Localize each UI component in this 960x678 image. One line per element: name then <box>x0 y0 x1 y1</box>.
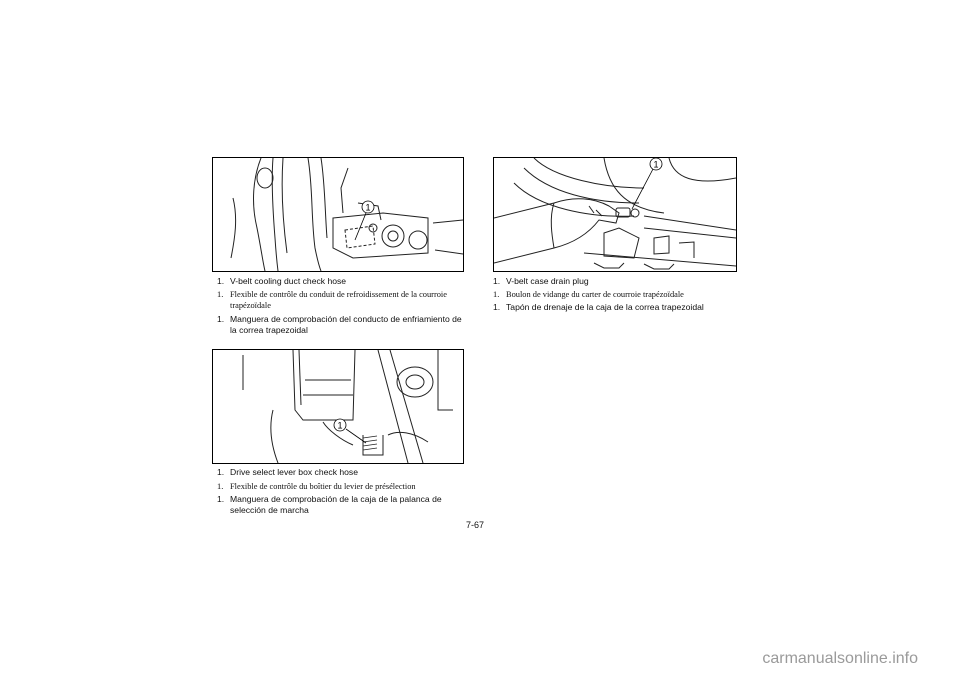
caption-number: 1. <box>217 276 225 286</box>
caption-number: 1. <box>217 290 224 299</box>
caption-text: Tapón de drenaje de la caja de la correa trapezoidal <box>506 302 704 312</box>
caption-text: Boulon de vidange du carter de courroie trapézoïdale <box>506 290 684 299</box>
caption-text: Flexible de contrôle du conduit de refroidissement de la courroie trapézoïdale <box>230 290 447 310</box>
callout-number: 1 <box>365 202 371 213</box>
watermark: carmanualsonline.info <box>762 650 918 667</box>
caption-es <box>217 314 467 336</box>
caption-text: Manguera de comprobación de la caja de la palanca de selección de marcha <box>230 494 442 515</box>
caption-text: Flexible de contrôle du boîtier du levier de présélection <box>230 482 416 491</box>
caption-es <box>493 302 743 313</box>
caption-en <box>493 276 743 287</box>
cooling-duct-illustration <box>213 158 463 271</box>
callout-number: 1 <box>337 420 343 431</box>
caption-number: 1. <box>217 314 225 324</box>
caption-text: Manguera de comprobación del conducto de enfriamiento de la correa trapezoidal <box>230 314 462 335</box>
caption-en <box>217 276 467 287</box>
caption-text: V-belt case drain plug <box>506 276 589 286</box>
figure-cooling-duct-hose <box>212 157 464 272</box>
caption-number: 1. <box>493 290 500 299</box>
figure-lever-box-hose <box>212 349 464 464</box>
caption-text: V-belt cooling duct check hose <box>230 276 347 286</box>
caption-fr <box>217 481 467 492</box>
caption-text: Drive select lever box check hose <box>230 467 359 477</box>
caption-fr <box>217 289 467 311</box>
caption-number: 1. <box>493 302 501 312</box>
callout-number: 1 <box>653 159 659 170</box>
caption-number: 1. <box>217 494 225 504</box>
drain-plug-illustration <box>494 158 736 271</box>
page-number: 7-67 <box>466 520 485 530</box>
caption-fr <box>493 289 743 300</box>
lever-box-illustration <box>213 350 463 463</box>
caption-number: 1. <box>493 276 501 286</box>
caption-number: 1. <box>217 482 224 491</box>
caption-en <box>217 467 467 478</box>
caption-es <box>217 494 467 516</box>
caption-number: 1. <box>217 467 225 477</box>
figure-drain-plug <box>493 157 737 272</box>
